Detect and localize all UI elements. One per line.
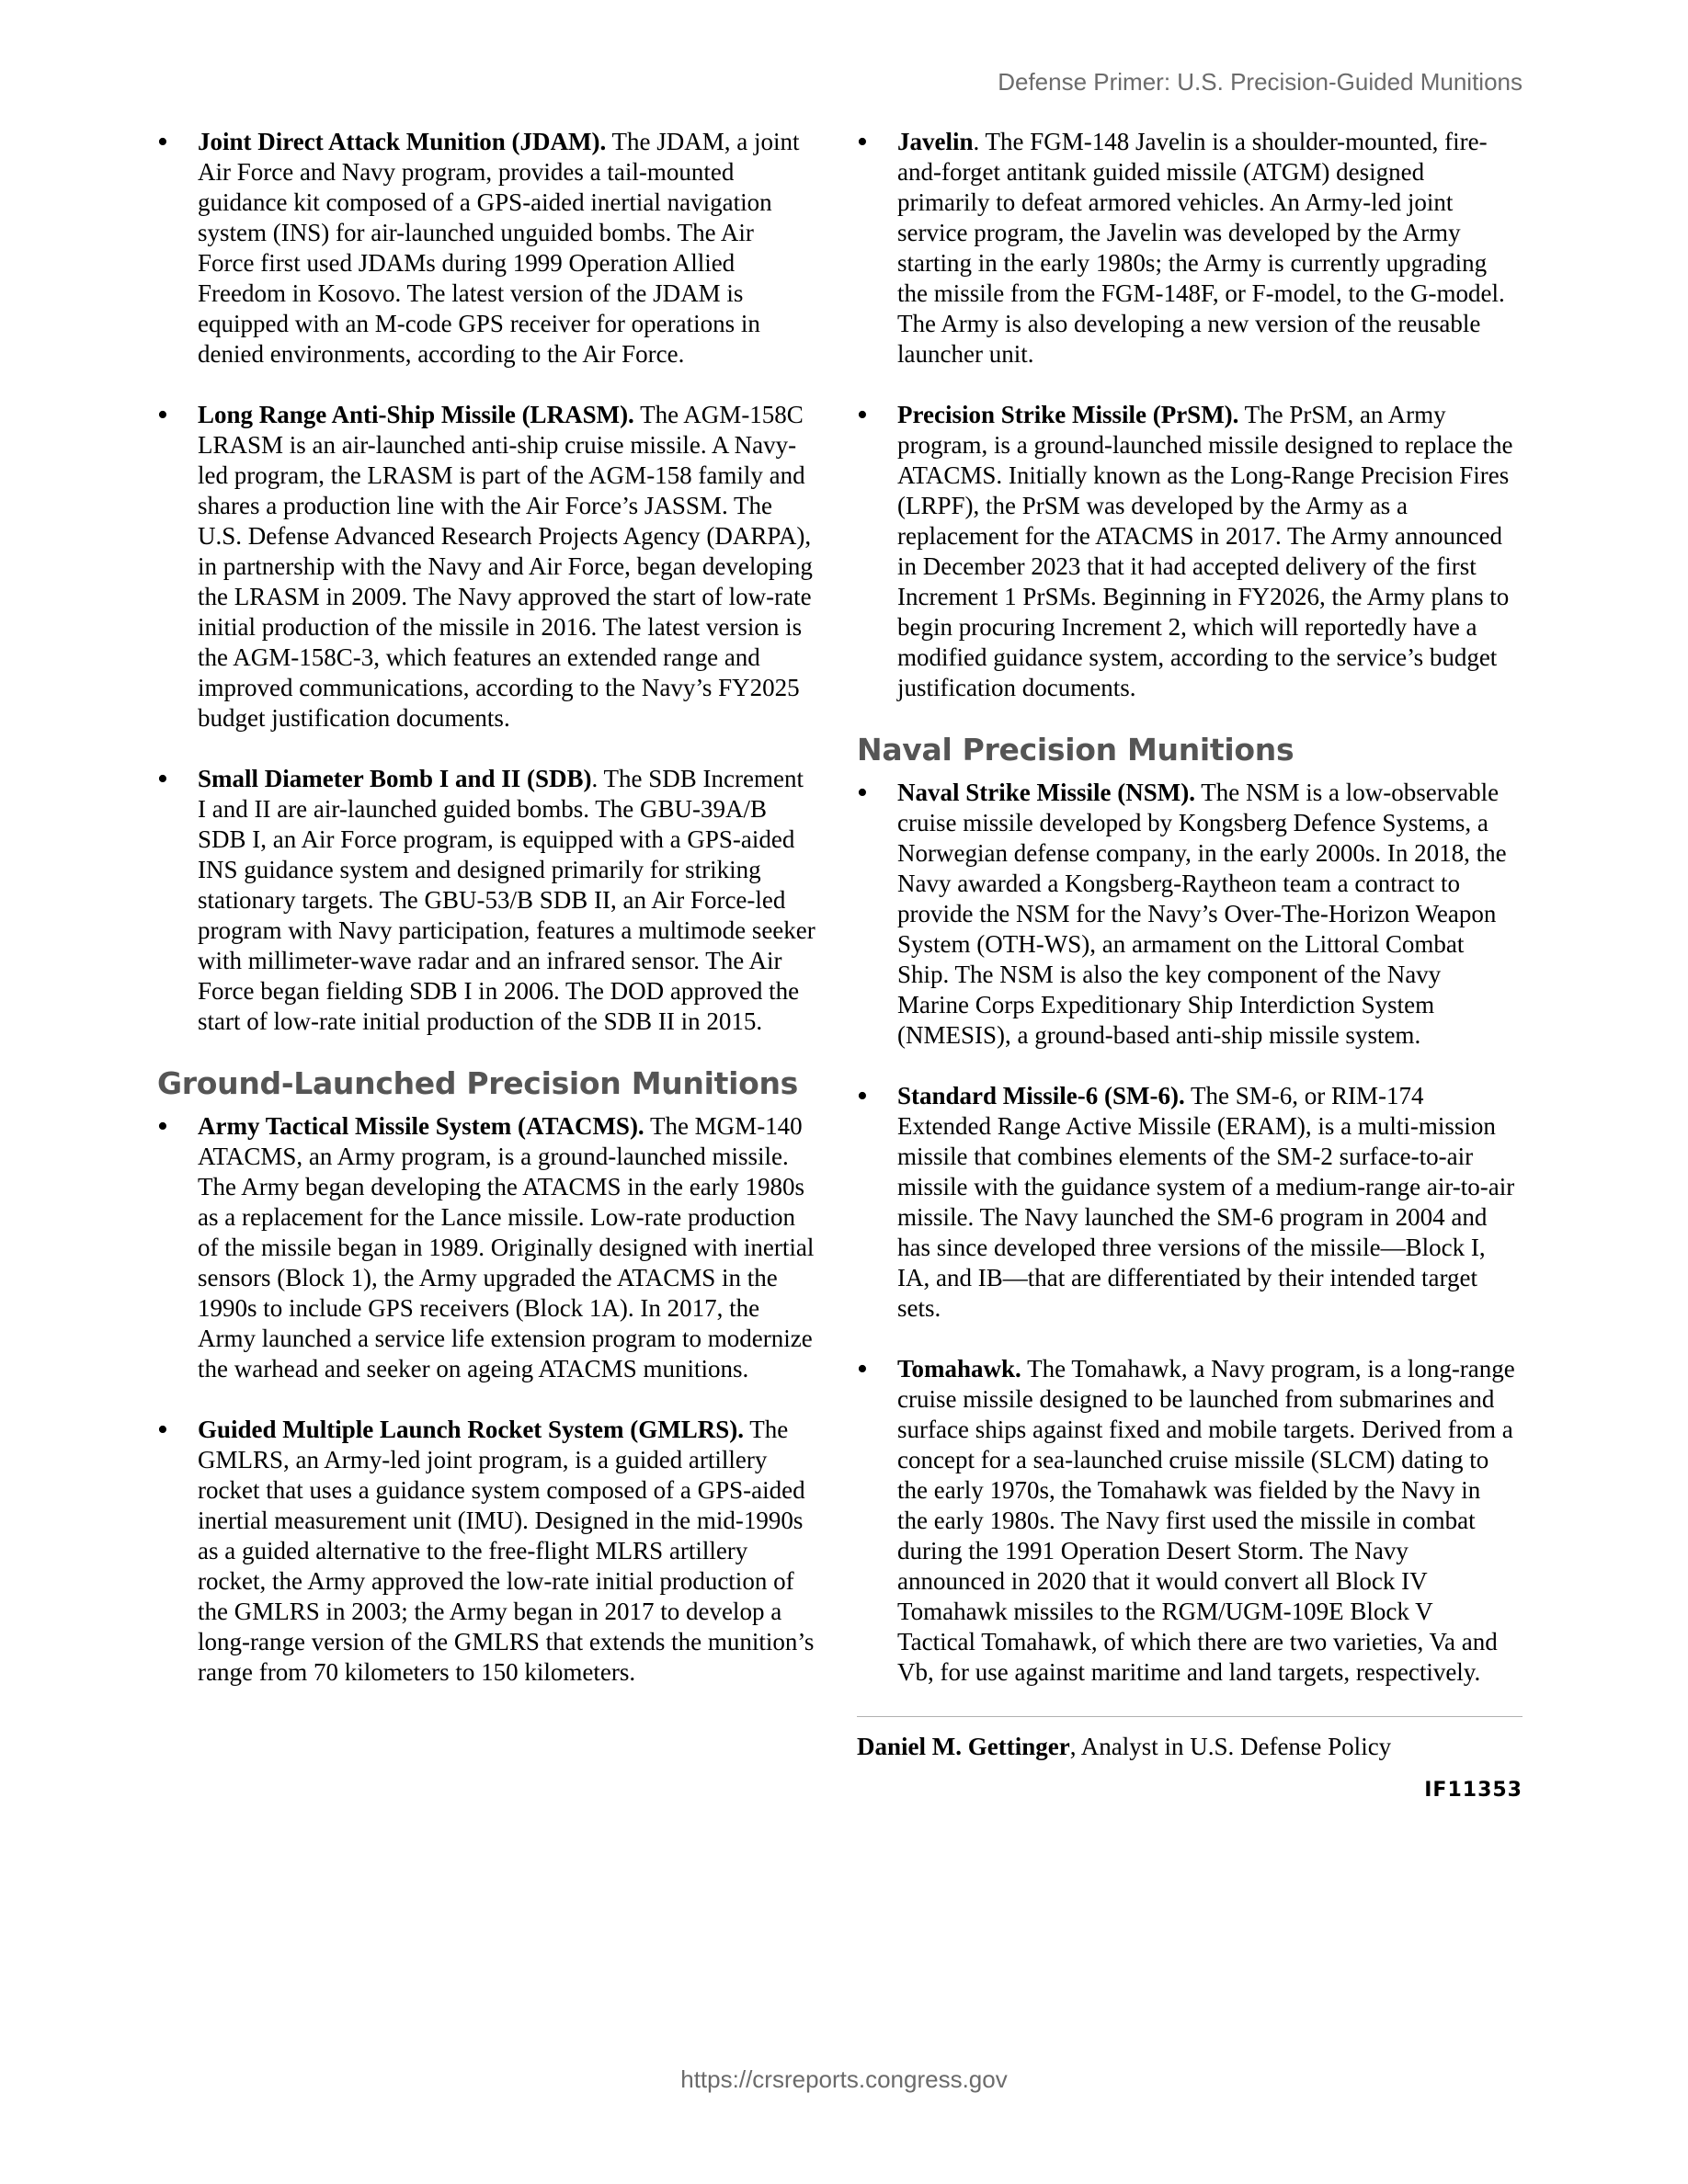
footer-url[interactable]: https://crsreports.congress.gov xyxy=(680,2065,1008,2093)
item-title: Guided Multiple Launch Rocket System (GMLRS). xyxy=(198,1416,745,1443)
item-title: Standard Missile-6 (SM-6). xyxy=(897,1082,1185,1109)
item-title: Small Diameter Bomb I and II (SDB) xyxy=(198,765,592,792)
bullet-icon: • xyxy=(857,1352,868,1386)
author-divider xyxy=(857,1716,1523,1717)
item-text: The Tomahawk, a Navy program, is a long-range cruise missile designed to be launched from submarines and surface ships against fixed and mobile targets. Derived from a concept for a sea-launched cruise missile (SLCM) dating to the early 1970s, the Tomahawk was fielded by the Navy in the early 1980s. The Navy first used the missile in combat during the 1991 Operation Desert Storm. The Navy announced in 2020 that it would convert all Block IV Tomahawk missiles to the RGM/UGM-109E Block V Tactical Tomahawk, of which there are two varieties, Va and Vb, for use against maritime and land targets, respectively. xyxy=(897,1355,1515,1686)
item-text: The GMLRS, an Army-led joint program, is a guided artillery rocket that uses a guidance system composed of a GPS-aided inertial measurement unit (IMU). Designed in the mid-1990s as a guided alternative to the free-flight MLRS artillery rocket, the Army approved the low-rate initial production of the GMLRS in 2003; the Army began in 2017 to develop a long-range version of the GMLRS that extends the munition’s range from 70 kilometers to 150 kilometers. xyxy=(198,1416,815,1686)
item-title: Long Range Anti-Ship Missile (LRASM). xyxy=(198,401,634,428)
bullet-icon: • xyxy=(857,776,868,810)
item-title: Precision Strike Missile (PrSM). xyxy=(897,401,1239,428)
bullet-icon: • xyxy=(157,398,168,432)
item-title: Javelin xyxy=(897,128,974,155)
item-text: The PrSM, an Army program, is a ground-launched missile designed to replace the ATACMS. Initially known as the Long-Range Precision Fires (LRPF), the PrSM was developed by the Army as a replacement for the ATACMS in 2017. The Army announced in December 2023 that it had accepted delivery of the first Increment 1 PrSMs. Beginning in FY2026, the Army plans to begin procuring Increment 2, which will reportedly have a modified guidance system, according to the service’s budget justification documents. xyxy=(897,401,1513,701)
author-line xyxy=(857,1732,1515,1762)
list-item-tomahawk xyxy=(857,1354,1515,1688)
list-item-lrasm xyxy=(157,400,815,734)
author-name: Daniel M. Gettinger xyxy=(857,1733,1070,1760)
item-title: Naval Strike Missile (NSM). xyxy=(897,779,1195,806)
bullet-icon: • xyxy=(157,1413,168,1447)
list-item-prsm xyxy=(857,400,1515,703)
bullet-icon: • xyxy=(157,125,168,159)
list-item-nsm xyxy=(857,778,1515,1051)
document-id: IF11353 xyxy=(1424,1779,1523,1802)
item-text: The MGM-140 ATACMS, an Army program, is a ground-launched missile. The Army began developing the ATACMS in the early 1980s as a replacement for the Lance missile. Low-rate production of the missile began in 1989. Originally designed with inertial sensors (Block 1), the Army upgraded the ATACMS in the 1990s to include GPS receivers (Block 1A). In 2017, the Army launched a service life extension program to modernize the warhead and seeker on ageing ATACMS munitions. xyxy=(198,1112,815,1382)
bullet-icon: • xyxy=(157,1109,168,1143)
item-text: The AGM-158C LRASM is an air-launched anti-ship cruise missile. A Navy-led program, the LRASM is part of the AGM-158 family and shares a production line with the Air Force’s JASSM. The U.S. Defense Advanced Research Projects Agency (DARPA), in partnership with the Navy and Air Force, began developing the LRASM in 2009. The Navy approved the start of low-rate initial production of the missile in 2016. The latest version is the AGM-158C-3, which features an extended range and improved communications, according to the Navy’s FY2025 budget justification documents. xyxy=(198,401,813,732)
right-column xyxy=(857,125,1523,1802)
list-item-sm6 xyxy=(857,1081,1515,1324)
list-item-javelin xyxy=(857,127,1515,370)
section-heading-ground: Ground-Launched Precision Munitions xyxy=(157,1065,799,1101)
running-header: Defense Primer: U.S. Precision-Guided Munitions xyxy=(998,68,1523,96)
bullet-icon: • xyxy=(157,762,168,796)
bullet-icon: • xyxy=(857,398,868,432)
list-item-jdam xyxy=(157,127,815,370)
item-title: Joint Direct Attack Munition (JDAM). xyxy=(198,128,607,155)
bullet-icon: • xyxy=(857,1079,868,1113)
item-title: Army Tactical Missile System (ATACMS). xyxy=(198,1112,644,1140)
left-column xyxy=(157,127,815,1718)
list-item-gmlrs xyxy=(157,1415,815,1688)
item-text: The NSM is a low-observable cruise missile developed by Kongsberg Defence Systems, a Norwegian defense company, in the early 2000s. In 2018, the Navy awarded a Kongsberg-Raytheon team a contract to provide the NSM for the Navy’s Over-The-Horizon Weapon System (OTH-WS), an armament on the Littoral Combat Ship. The NSM is also the key component of the Navy Marine Corps Expeditionary Ship Interdiction System (NMESIS), a ground-based anti-ship missile system. xyxy=(897,779,1507,1049)
list-item-atacms xyxy=(157,1111,815,1384)
item-text: The SM-6, or RIM-174 Extended Range Active Missile (ERAM), is a multi-mission missile that combines elements of the SM-2 surface-to-air missile with the guidance system of a medium-range air-to-air missile. The Navy launched the SM-6 program in 2004 and has since developed three versions of the missile—Block I, IA, and IB—that are differentiated by their intended target sets. xyxy=(897,1082,1515,1322)
author-role: , Analyst in U.S. Defense Policy xyxy=(1069,1733,1392,1760)
bullet-icon: • xyxy=(857,125,868,159)
item-text: . The SDB Increment I and II are air-launched guided bombs. The GBU-39A/B SDB I, an Air Force program, is equipped with a GPS-aided INS guidance system and designed primarily for striking stationary targets. The GBU-53/B SDB II, an Air Force-led program with Navy participation, features a multimode seeker with millimeter-wave radar and an infrared sensor. The Air Force began fielding SDB I in 2006. The DOD approved the start of low-rate initial production of the SDB II in 2015. xyxy=(198,765,815,1035)
item-text: The JDAM, a joint Air Force and Navy program, provides a tail-mounted guidance kit composed of a GPS-aided inertial navigation system (INS) for air-launched unguided bombs. The Air Force first used JDAMs during 1999 Operation Allied Freedom in Kosovo. The latest version of the JDAM is equipped with an M-code GPS receiver for operations in denied environments, according to the Air Force. xyxy=(198,128,800,368)
item-title: Tomahawk. xyxy=(897,1355,1021,1382)
section-heading-naval: Naval Precision Munitions xyxy=(857,732,1295,768)
list-item-sdb xyxy=(157,764,815,1037)
item-text: . The FGM-148 Javelin is a shoulder-mounted, fire-and-forget antitank guided missile (ATGM) designed primarily to defeat armored vehicles. An Army-led joint service program, the Javelin was developed by the Army starting in the early 1980s; the Army is currently upgrading the missile from the FGM-148F, or F-model, to the G-model. The Army is also developing a new version of the reusable launcher unit. xyxy=(897,128,1505,368)
